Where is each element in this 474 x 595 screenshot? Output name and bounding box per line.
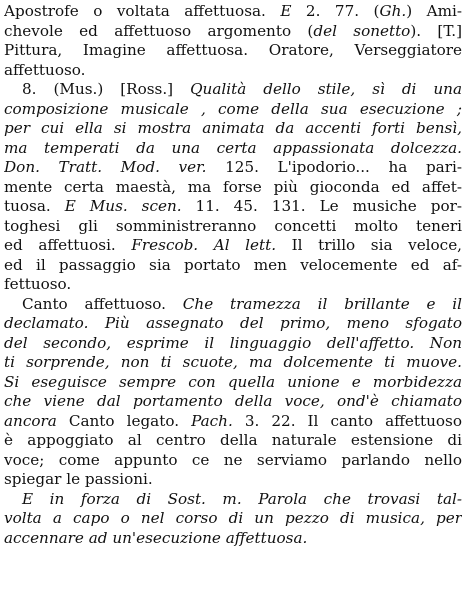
text-line: [4, 412, 462, 432]
italic-text-segment: del secondo, esprime il linguaggio dell'affetto. Non: [4, 333, 462, 352]
text-line: [4, 178, 462, 198]
text-line: [4, 392, 462, 412]
text-line: [4, 197, 462, 217]
italic-text-segment: E: [280, 2, 292, 20]
italic-text-segment: E in forza di Sost. m. Parola che trovasi tal-: [22, 489, 462, 508]
text-segment: ed il passaggio sia portato men velocemente ed af-: [4, 255, 462, 274]
text-line: [4, 139, 462, 159]
text-line: [4, 217, 462, 237]
text-segment: 125. L'ipodorio... ha pari-: [206, 158, 462, 176]
text-line: [4, 451, 462, 471]
text-line: [4, 295, 462, 315]
italic-text-segment: Frescob. Al lett.: [131, 236, 277, 254]
text-segment: ). [T.]: [410, 21, 462, 40]
italic-text-segment: Qualità dello stile, sì di una: [190, 80, 462, 98]
text-line: [4, 353, 462, 373]
italic-text-segment: accennare ad un'esecuzione affettuosa.: [4, 528, 308, 547]
italic-text-segment: composizione musicale , come della sua esecuzione ;: [4, 99, 462, 118]
italic-text-segment: del sonetto: [313, 21, 411, 40]
text-segment: 3. 22. Il canto affettuoso: [232, 411, 462, 430]
text-line: [4, 431, 462, 451]
text-segment: chevole ed affettuoso argomento (: [4, 21, 314, 40]
text-line: [4, 119, 462, 139]
text-segment: 8. (Mus.) [Ross.]: [22, 80, 191, 98]
text-line: [4, 158, 462, 178]
text-segment: affettuoso.: [4, 60, 86, 79]
italic-text-segment: ma temperati da una certa appassionata dolcezza.: [4, 138, 462, 157]
text-segment: Apostrofe o voltata affettuosa.: [4, 2, 281, 20]
text-segment: 11. 45. 131. Le musiche por-: [181, 197, 462, 215]
text-line: [4, 529, 462, 549]
text-segment: è appoggiato al centro della naturale estensione di: [4, 431, 462, 449]
text-segment: Canto affettuoso.: [22, 294, 183, 313]
text-line: [4, 61, 462, 81]
text-segment: toghesi gli somministreranno concetti molto teneri: [4, 216, 462, 235]
text-line: [4, 256, 462, 276]
text-segment: fettuoso.: [4, 275, 72, 293]
text-segment: voce; come appunto ce ne serviamo parlando nello: [4, 450, 462, 469]
italic-text-segment: ti sorprende, non ti scuote, ma dolcemente ti muove.: [4, 353, 462, 371]
dictionary-page: [4, 2, 462, 548]
italic-text-segment: per cui ella si mostra animata da accenti forti bensì,: [4, 119, 462, 137]
text-line: [4, 373, 462, 393]
text-segment: ed affettuosi.: [4, 236, 132, 254]
italic-text-segment: volta a capo o nel corso di un pezzo di musica, per: [4, 509, 462, 527]
text-line: [4, 334, 462, 354]
text-line: [4, 2, 462, 22]
italic-text-segment: Che tramezza il brillante e il: [182, 294, 462, 313]
entry-text: [4, 2, 462, 548]
text-line: [4, 314, 462, 334]
text-line: [4, 275, 462, 295]
text-line: [4, 80, 462, 100]
italic-text-segment: Gh.: [379, 2, 407, 20]
text-line: [4, 490, 462, 510]
text-line: [4, 100, 462, 120]
text-segment: Canto legato.: [56, 411, 192, 430]
italic-text-segment: declamato. Più assegnato del primo, meno sfogato: [4, 314, 462, 332]
italic-text-segment: Don. Tratt. Mod. ver.: [4, 158, 207, 176]
text-segment: ) Ami-: [406, 2, 462, 20]
italic-text-segment: ancora: [4, 411, 57, 430]
text-line: [4, 22, 462, 42]
text-segment: spiegar le passioni.: [4, 470, 153, 488]
italic-text-segment: Si eseguisce sempre con quella unione e morbidezza: [4, 372, 462, 391]
text-segment: Pittura, Imagine affettuosa. Oratore, Verseggiatore: [4, 41, 462, 59]
italic-text-segment: che viene dal portamento della voce, ond'è chiamato: [4, 392, 462, 410]
italic-text-segment: E Mus. scen.: [64, 197, 182, 215]
text-segment: Il trillo sia veloce,: [276, 236, 462, 254]
text-segment: tuosa.: [4, 197, 65, 215]
text-line: [4, 41, 462, 61]
italic-text-segment: Pach.: [191, 411, 233, 430]
text-line: [4, 509, 462, 529]
text-segment: mente certa maestà, ma forse più gioconda ed affet-: [4, 177, 462, 196]
text-segment: 2. 77. (: [291, 2, 380, 20]
text-line: [4, 236, 462, 256]
text-line: [4, 470, 462, 490]
